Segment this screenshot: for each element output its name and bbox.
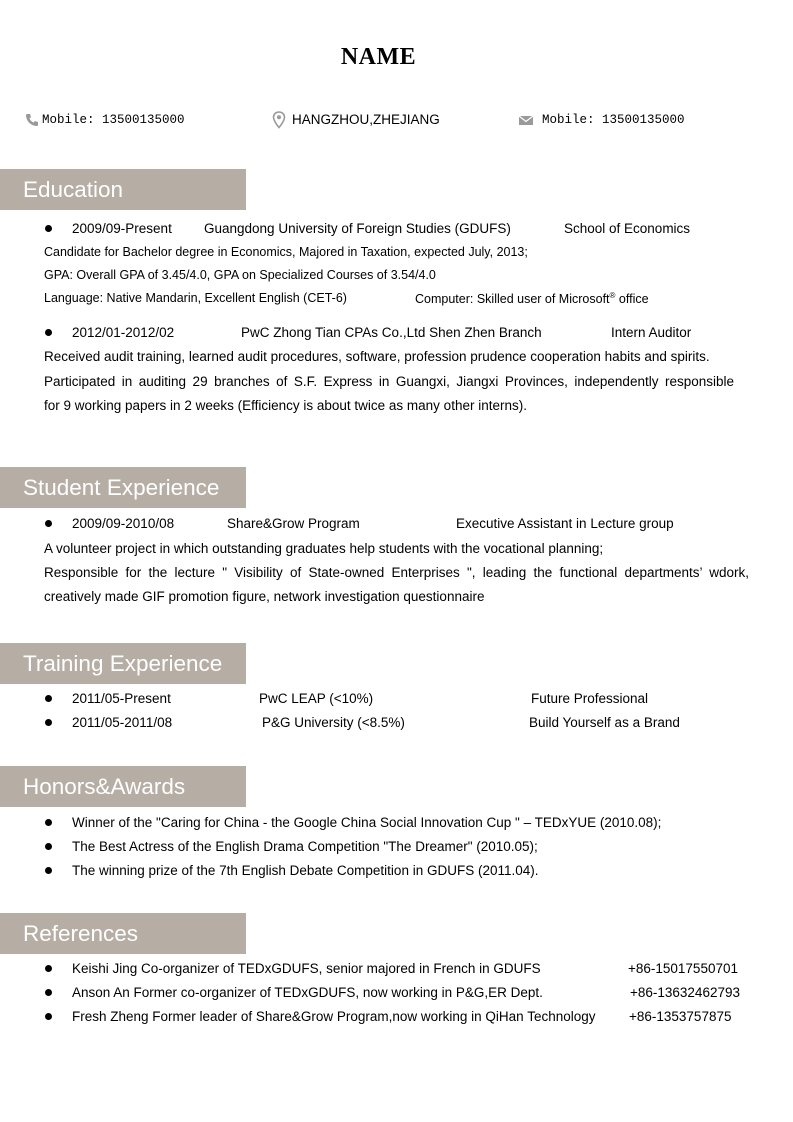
bullet (45, 819, 52, 826)
edu-date: 2009/09-Present (72, 221, 172, 236)
intern-line: for 9 working papers in 2 weeks (Efficiency is about twice as many other interns). (44, 398, 527, 413)
bullet (45, 989, 52, 996)
student-line: A volunteer project in which outstanding graduates help students with the vocational planning; (44, 541, 604, 556)
contact-email (518, 112, 685, 128)
student-line: Responsible for the lecture " Visibility of State-owned Enterprises ", leading the functional departments’ wdork, (44, 565, 749, 580)
contact-email-text: Mobile: 13500135000 (542, 113, 685, 127)
contact-location (271, 111, 440, 127)
intern-role: Intern Auditor (611, 325, 692, 340)
student-line: creatively made GIF promotion figure, network investigation questionnaire (44, 589, 485, 604)
location-pin-icon (271, 111, 287, 127)
edu-school: Guangdong University of Foreign Studies (GDUFS) (204, 221, 511, 236)
bullet (45, 520, 52, 527)
reference-phone: +86-1353757875 (629, 1009, 732, 1024)
bullet (45, 843, 52, 850)
phone-icon (24, 112, 40, 128)
contact-phone-text: Mobile: 13500135000 (42, 113, 185, 127)
bullet (45, 965, 52, 972)
edu-dept: School of Economics (564, 221, 691, 236)
reference-phone: +86-13632462793 (630, 985, 740, 1000)
intern-line: Participated in auditing 29 branches of S.F. Express in Guangxi, Jiangxi Provinces, independently responsible (44, 374, 734, 389)
contact-phone (24, 112, 185, 128)
training-desc: Build Yourself as a Brand (529, 715, 680, 730)
reference-item: Fresh Zheng Former leader of Share&Grow Program,now working in QiHan Technology (72, 1009, 596, 1024)
edu-gpa: GPA: Overall GPA of 3.45/4.0, GPA on Specialized Courses of 3.54/4.0 (44, 268, 436, 282)
training-program: PwC LEAP (<10%) (259, 691, 374, 706)
section-honors-header: Honors&Awards (0, 766, 246, 807)
envelope-icon (518, 112, 534, 128)
reference-phone: +86-15017550701 (628, 961, 738, 976)
bullet (45, 329, 52, 336)
reference-item: Keishi Jing Co-organizer of TEDxGDUFS, senior majored in French in GDUFS (72, 961, 541, 976)
student-role: Executive Assistant in Lecture group (456, 516, 674, 531)
edu-line: Candidate for Bachelor degree in Economics, Majored in Taxation, expected July, 2013; (44, 245, 528, 259)
bullet (45, 225, 52, 232)
edu-computer: Computer: Skilled user of Microsoft® office (415, 291, 649, 307)
intern-line: Received audit training, learned audit procedures, software, profession prudence cooperation habits and spirits. (44, 349, 710, 364)
bullet (45, 1013, 52, 1020)
section-references-header: References (0, 913, 246, 954)
bullet (45, 867, 52, 874)
honor-item: Winner of the "Caring for China - the Google China Social Innovation Cup " – TEDxYUE (2010.08); (72, 815, 662, 830)
training-desc: Future Professional (531, 691, 649, 706)
edu-language: Language: Native Mandarin, Excellent English (CET-6) (44, 291, 347, 305)
reference-item: Anson An Former co-organizer of TEDxGDUFS, now working in P&G,ER Dept. (72, 985, 543, 1000)
intern-date: 2012/01-2012/02 (72, 325, 175, 340)
training-date: 2011/05-2011/08 (72, 715, 173, 730)
bullet (45, 695, 52, 702)
student-date: 2009/09-2010/08 (72, 516, 175, 531)
training-program: P&G University (<8.5%) (262, 715, 405, 730)
training-date: 2011/05-Present (72, 691, 171, 706)
honor-item: The Best Actress of the English Drama Competition "The Dreamer" (2010.05); (72, 839, 538, 854)
section-education-header: Education (0, 169, 246, 210)
honor-item: The winning prize of the 7th English Debate Competition in GDUFS (2011.04). (72, 863, 539, 878)
student-program: Share&Grow Program (227, 516, 360, 531)
section-training-header: Training Experience (0, 643, 246, 684)
resume-name: NAME (340, 44, 417, 70)
section-student-experience-header: Student Experience (0, 467, 246, 508)
intern-org: PwC Zhong Tian CPAs Co.,Ltd Shen Zhen Branch (241, 325, 542, 340)
bullet (45, 719, 52, 726)
contact-location-text: HANGZHOU,ZHEJIANG (292, 111, 440, 127)
